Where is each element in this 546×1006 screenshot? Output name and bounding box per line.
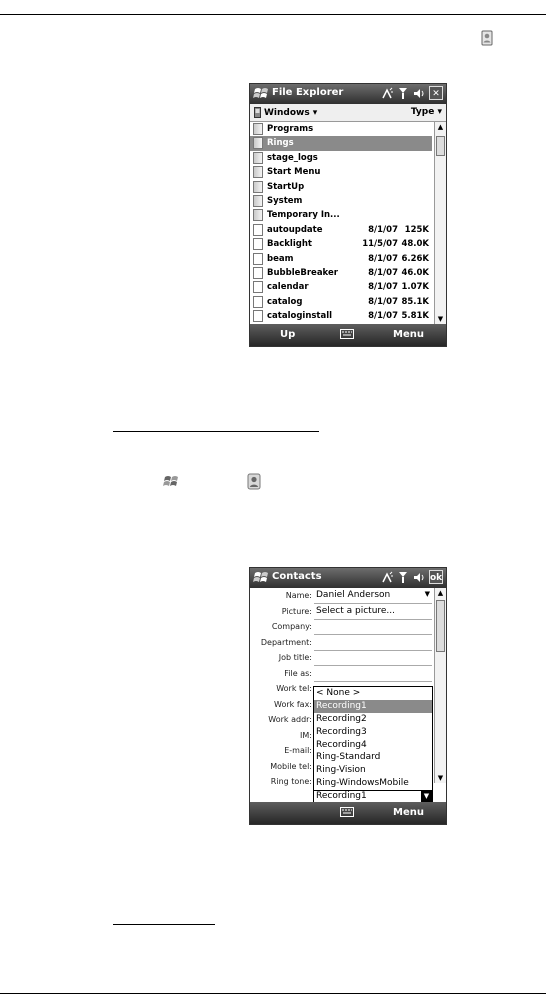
contacts-card-icon — [480, 30, 494, 46]
file-date: 8/1/07 — [368, 224, 398, 235]
field-label: Picture: — [281, 606, 312, 616]
chevron-down-icon: ▾ — [437, 107, 442, 117]
folder-icon — [253, 209, 263, 221]
file-size: 125K — [404, 224, 429, 235]
field-label: Work addr: — [268, 715, 312, 724]
file-explorer-titlebar — [250, 84, 446, 104]
field-value: Select a picture... — [316, 605, 396, 616]
file-name: calendar — [267, 282, 309, 293]
field-label: Work tel: — [276, 684, 312, 693]
chevron-down-icon[interactable]: ▼ — [421, 791, 432, 802]
ringtone-dropdown-list[interactable] — [313, 686, 433, 791]
status-tray — [381, 86, 443, 100]
ringtone-select-value: Recording1 — [316, 791, 367, 801]
sort-dropdown[interactable] — [411, 107, 442, 117]
doc-icon — [253, 281, 263, 293]
contact-field-row — [250, 589, 434, 604]
file-row[interactable] — [250, 122, 432, 136]
chevron-down-icon: ▾ — [312, 107, 318, 118]
file-explorer-softkeys — [250, 324, 446, 346]
field-value: Daniel Anderson — [316, 590, 391, 600]
signal-icon[interactable] — [398, 571, 408, 584]
field-label: File as: — [284, 668, 312, 678]
file-row[interactable] — [250, 223, 432, 237]
folder-icon — [253, 137, 263, 149]
file-date: 8/1/07 — [368, 267, 398, 278]
balls-icon — [253, 267, 263, 279]
file-date: 8/1/07 — [368, 296, 398, 307]
file-name: StartUp — [267, 181, 305, 192]
file-name: Temporary In... — [267, 210, 340, 221]
file-date: 8/1/07 — [368, 311, 398, 322]
ringtone-option[interactable]: Ring-WindowsMobile — [316, 778, 409, 789]
field-label: Company: — [271, 622, 312, 631]
contacts-titlebar — [250, 568, 446, 588]
start-button-icon[interactable] — [253, 86, 269, 101]
file-row[interactable] — [250, 266, 432, 280]
folder-icon — [253, 181, 263, 193]
sort-dropdown-label: Type — [410, 107, 435, 117]
globe-icon — [253, 224, 263, 236]
folder-icon — [253, 195, 263, 207]
folder-dropdown-label: Windows — [264, 107, 310, 118]
section-underline-2 — [113, 924, 215, 925]
keyboard-icon[interactable] — [340, 329, 354, 339]
scroll-up-arrow[interactable]: ▲ — [437, 589, 444, 597]
field-label: E-mail: — [284, 746, 312, 755]
file-list — [250, 122, 432, 324]
ringtone-option[interactable]: Ring-Standard — [316, 752, 381, 763]
file-explorer-screenshot — [249, 83, 447, 347]
contacts-screenshot — [249, 567, 447, 825]
file-name: Backlight — [267, 239, 312, 250]
ringtone-option[interactable]: Recording3 — [316, 726, 367, 737]
field-label: Ring tone: — [270, 777, 312, 786]
doc-icon — [253, 310, 263, 322]
folder-dropdown[interactable] — [254, 107, 317, 118]
file-row[interactable] — [250, 309, 432, 323]
scroll-down-arrow[interactable]: ▼ — [437, 315, 444, 323]
field-label: Mobile tel: — [270, 761, 312, 771]
folder-icon — [253, 123, 263, 135]
start-button-icon[interactable] — [253, 570, 269, 585]
close-button[interactable]: ✕ — [429, 86, 443, 100]
file-list-scrollbar[interactable] — [434, 122, 446, 324]
window-title: File Explorer — [272, 87, 344, 98]
file-name: cataloginstall — [267, 311, 333, 322]
scroll-up-arrow[interactable]: ▲ — [437, 123, 444, 131]
ringtone-option[interactable]: Ring-Vision — [316, 765, 366, 776]
header-rule — [0, 14, 546, 15]
contacts-person-icon — [247, 473, 261, 490]
file-name: Start Menu — [267, 167, 321, 178]
contact-field-row — [250, 636, 434, 651]
contact-form-scrollbar[interactable] — [434, 588, 446, 783]
file-size: 1.07K — [401, 282, 429, 293]
field-label: Work fax: — [274, 699, 312, 709]
file-name: beam — [267, 253, 294, 264]
folder-icon — [253, 166, 263, 178]
file-row[interactable] — [250, 194, 432, 208]
ok-button[interactable]: ok — [429, 570, 443, 584]
file-row[interactable] — [250, 237, 432, 251]
menu-softkey[interactable]: Menu — [393, 329, 424, 340]
section-underline-1 — [113, 431, 319, 432]
volume-icon[interactable] — [412, 571, 425, 584]
field-input[interactable] — [314, 668, 432, 682]
scroll-down-arrow[interactable]: ▼ — [437, 774, 444, 782]
bulb-icon — [253, 238, 263, 250]
file-row[interactable] — [250, 136, 432, 150]
folder-icon — [253, 152, 263, 164]
file-date: 11/5/07 — [362, 239, 398, 250]
scroll-thumb[interactable] — [436, 136, 445, 156]
chevron-down-icon[interactable]: ▼ — [424, 590, 430, 598]
scroll-thumb[interactable] — [436, 600, 445, 652]
file-date: 8/1/07 — [368, 282, 398, 293]
file-row[interactable] — [250, 280, 432, 294]
field-label: Name: — [285, 591, 312, 600]
doc-icon — [253, 296, 263, 308]
file-row[interactable] — [250, 165, 432, 179]
ringtone-option[interactable]: < None > — [316, 688, 361, 698]
field-input[interactable] — [314, 606, 432, 620]
file-size: 85.1K — [401, 296, 429, 307]
up-softkey[interactable]: Up — [280, 329, 296, 340]
file-name: stage_logs — [267, 152, 318, 163]
ringtone-option[interactable]: Recording2 — [316, 713, 367, 724]
file-size: 5.81K — [401, 311, 429, 322]
field-input[interactable] — [314, 621, 432, 635]
field-label: Job title: — [278, 653, 312, 662]
contact-field-row — [250, 667, 434, 682]
status-tray — [381, 570, 443, 584]
footer-rule — [0, 993, 546, 994]
field-label: IM: — [300, 730, 312, 740]
keyboard-icon[interactable] — [340, 807, 354, 817]
file-row[interactable] — [250, 252, 432, 266]
connectivity-icon[interactable] — [381, 571, 394, 584]
contacts-softkeys — [250, 802, 446, 824]
beam-icon — [253, 253, 263, 265]
field-label: Department: — [260, 637, 312, 647]
file-size: 6.26K — [401, 253, 429, 264]
file-name: Programs — [267, 124, 314, 134]
file-name: autoupdate — [267, 224, 323, 235]
file-name: Rings — [267, 138, 294, 149]
file-name: System — [267, 195, 303, 206]
field-input[interactable] — [314, 652, 432, 666]
file-size: 46.0K — [401, 267, 429, 278]
file-row[interactable] — [250, 295, 432, 309]
file-date: 8/1/07 — [368, 253, 398, 264]
signal-icon[interactable] — [398, 87, 408, 100]
device-icon — [254, 107, 261, 118]
volume-icon[interactable] — [412, 87, 425, 100]
file-size: 48.0K — [401, 239, 429, 250]
contact-field-row — [250, 620, 434, 635]
file-row[interactable] — [250, 208, 432, 222]
file-row[interactable] — [250, 151, 432, 165]
file-explorer-header — [250, 104, 446, 122]
file-name: catalog — [267, 296, 303, 307]
file-row[interactable] — [250, 180, 432, 194]
file-name: BubbleBreaker — [267, 267, 338, 278]
windows-start-icon — [163, 474, 180, 489]
field-input[interactable] — [314, 590, 432, 604]
field-input[interactable] — [314, 637, 432, 651]
contact-field-row — [250, 605, 434, 620]
ringtone-option[interactable]: Recording4 — [316, 739, 367, 750]
menu-softkey[interactable]: Menu — [393, 807, 424, 818]
window-title: Contacts — [272, 571, 322, 582]
ringtone-option[interactable]: Recording1 — [314, 700, 432, 713]
contact-field-row — [250, 651, 434, 666]
connectivity-icon[interactable] — [381, 87, 394, 100]
